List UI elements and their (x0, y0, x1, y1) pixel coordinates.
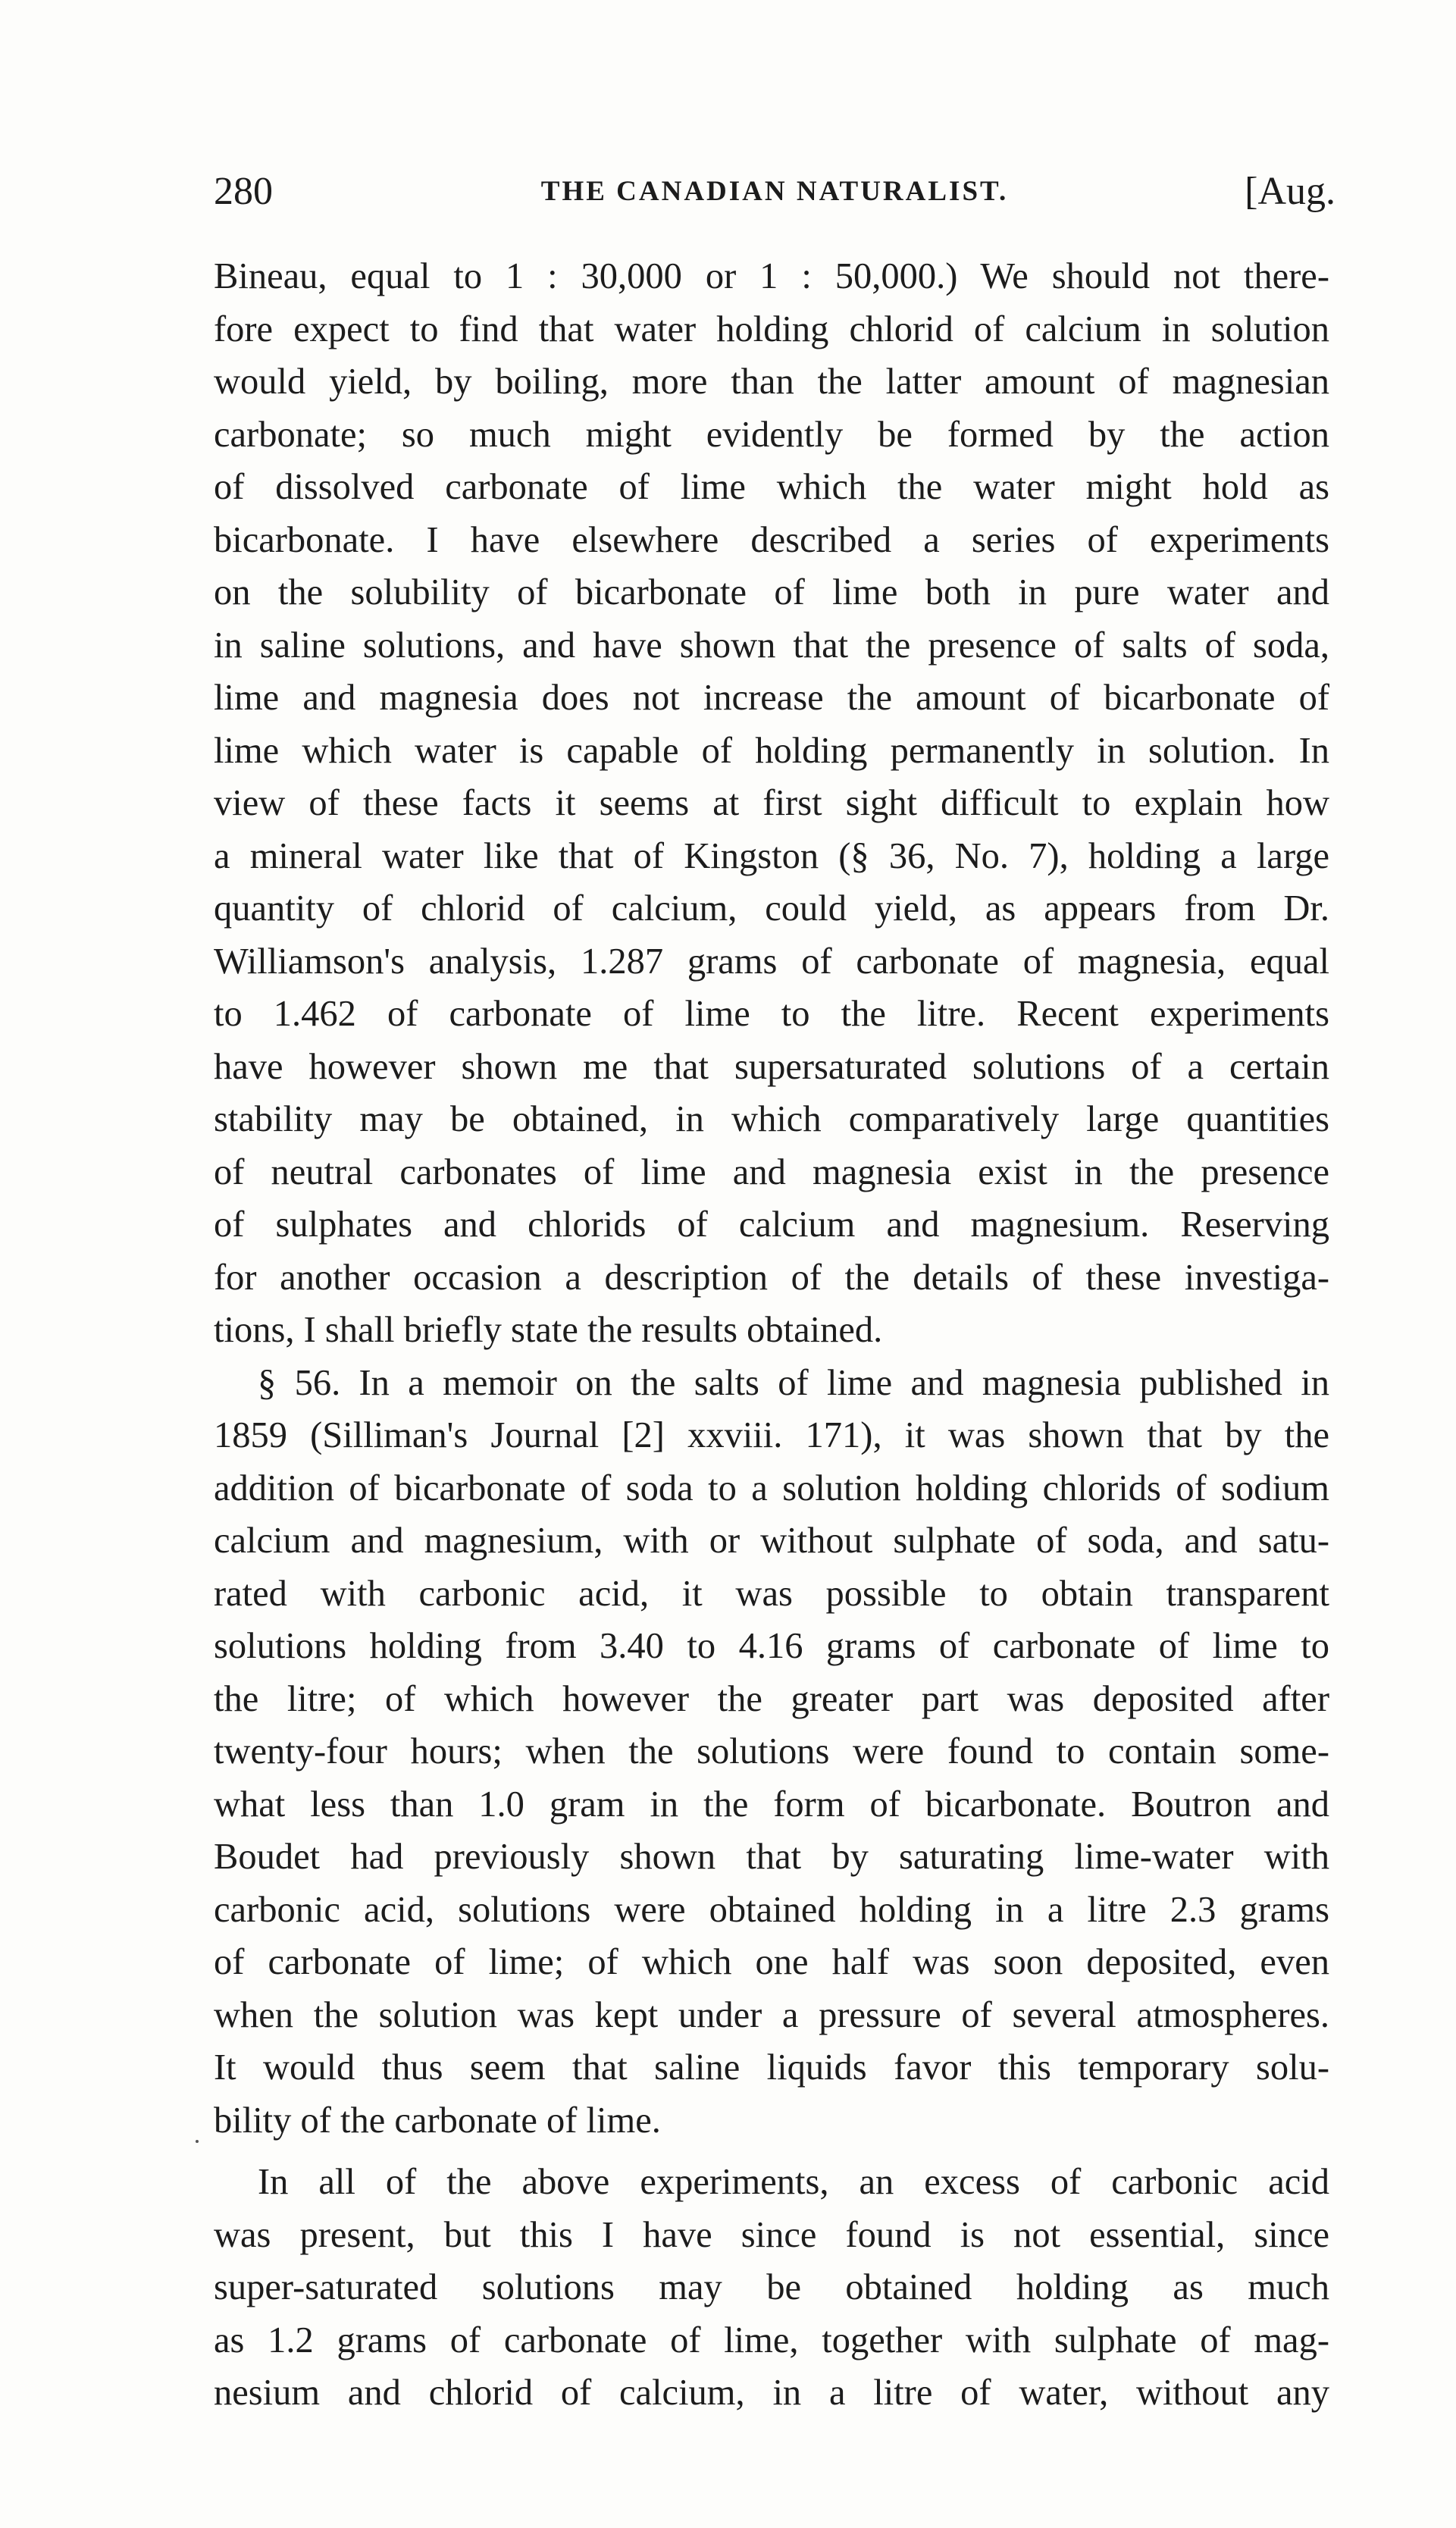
text-line: of neutral carbonates of lime and magnesia exist in the presence (214, 1151, 1329, 1192)
text-line: super-saturated solutions may be obtained holding as much (214, 2267, 1329, 2307)
text-line: carbonic acid, solutions were obtained holding in a litre 2.3 grams (214, 1889, 1329, 1930)
text-line: a mineral water like that of Kingston (§ 36, No. 7), holding a large (214, 835, 1329, 876)
text-line: bicarbonate. I have elsewhere described a series of experiments (214, 519, 1329, 560)
body-text (214, 250, 1329, 2420)
text-line: solutions holding from 3.40 to 4.16 grams of carbonate of lime to (214, 1626, 1329, 1666)
text-line: have however shown me that supersaturated solutions of a certain (214, 1046, 1329, 1087)
text-line: It would thus seem that saline liquids favor this temporary solu- (214, 2047, 1329, 2088)
text-line: of carbonate of lime; of which one half was soon deposited, even (214, 1942, 1329, 1982)
text-line: stability may be obtained, in which comparatively large quantities (214, 1099, 1329, 1139)
running-title: THE CANADIAN NATURALIST. (540, 176, 1009, 207)
text-line: as 1.2 grams of carbonate of lime, together with sulphate of mag- (214, 2320, 1329, 2360)
text-line: Williamson's analysis, 1.287 grams of carbonate of magnesia, equal (214, 941, 1329, 982)
text-line: 1859 (Silliman's Journal [2] xxviii. 171), it was shown that by the (214, 1415, 1329, 1455)
section-56-start: § 56. In a memoir on the salts of lime and magnesia published in (258, 1362, 1329, 1403)
text-line: when the solution was kept under a pressure of several atmospheres. (214, 1994, 1329, 2035)
text-line: twenty-four hours; when the solutions were found to contain some- (214, 1731, 1329, 1771)
text-line: rated with carbonic acid, it was possible to obtain transparent (214, 1573, 1329, 1614)
text-line: addition of bicarbonate of soda to a solution holding chlorids of sodium (214, 1468, 1329, 1508)
text-line: bility of the carbonate of lime. (214, 2100, 661, 2141)
text-line: fore expect to find that water holding chlorid of calcium in solution (214, 309, 1329, 349)
text-line: for another occasion a description of the details of these investiga- (214, 1257, 1329, 1298)
text-line: of dissolved carbonate of lime which the water might hold as (214, 467, 1329, 507)
text-line: nesium and chlorid of calcium, in a litre of water, without any (214, 2373, 1329, 2413)
text-line: to 1.462 of carbonate of lime to the litre. Recent experiments (214, 994, 1329, 1034)
text-line: lime which water is capable of holding permanently in solution. In (214, 730, 1329, 771)
text-line: of sulphates and chlorids of calcium and magnesium. Reserving (214, 1204, 1329, 1245)
running-header (214, 165, 1335, 218)
text-line: tions, I shall briefly state the results obtained. (214, 1310, 883, 1350)
text-line: was present, but this I have since found is not essential, since (214, 2214, 1329, 2255)
text-line: calcium and magnesium, with or without sulphate of soda, and satu- (214, 1521, 1329, 1561)
margin-dot (196, 2140, 199, 2143)
text-line: would yield, by boiling, more than the latter amount of magnesian (214, 362, 1329, 402)
page-number: 280 (214, 170, 273, 213)
text-line: what less than 1.0 gram in the form of bicarbonate. Boutron and (214, 1784, 1329, 1825)
text-line: on the solubility of bicarbonate of lime both in pure water and (214, 572, 1329, 612)
text-line: lime and magnesia does not increase the amount of bicarbonate of (214, 678, 1329, 718)
month-label: [Aug. (1245, 170, 1335, 213)
text-line: Bineau, equal to 1 : 30,000 or 1 : 50,000.) We should not there- (214, 256, 1329, 296)
text-line: carbonate; so much might evidently be formed by the action (214, 414, 1329, 455)
text-line: view of these facts it seems at first sight difficult to explain how (214, 783, 1329, 823)
paragraph-start: In all of the above experiments, an excess of carbonic acid (258, 2162, 1329, 2202)
text-line: quantity of chlorid of calcium, could yield, as appears from Dr. (214, 888, 1329, 929)
text-line: Boudet had previously shown that by saturating lime-water with (214, 1837, 1329, 1877)
text-line: in saline solutions, and have shown that the presence of salts of soda, (214, 625, 1329, 666)
text-line: the litre; of which however the greater part was deposited after (214, 1678, 1329, 1719)
